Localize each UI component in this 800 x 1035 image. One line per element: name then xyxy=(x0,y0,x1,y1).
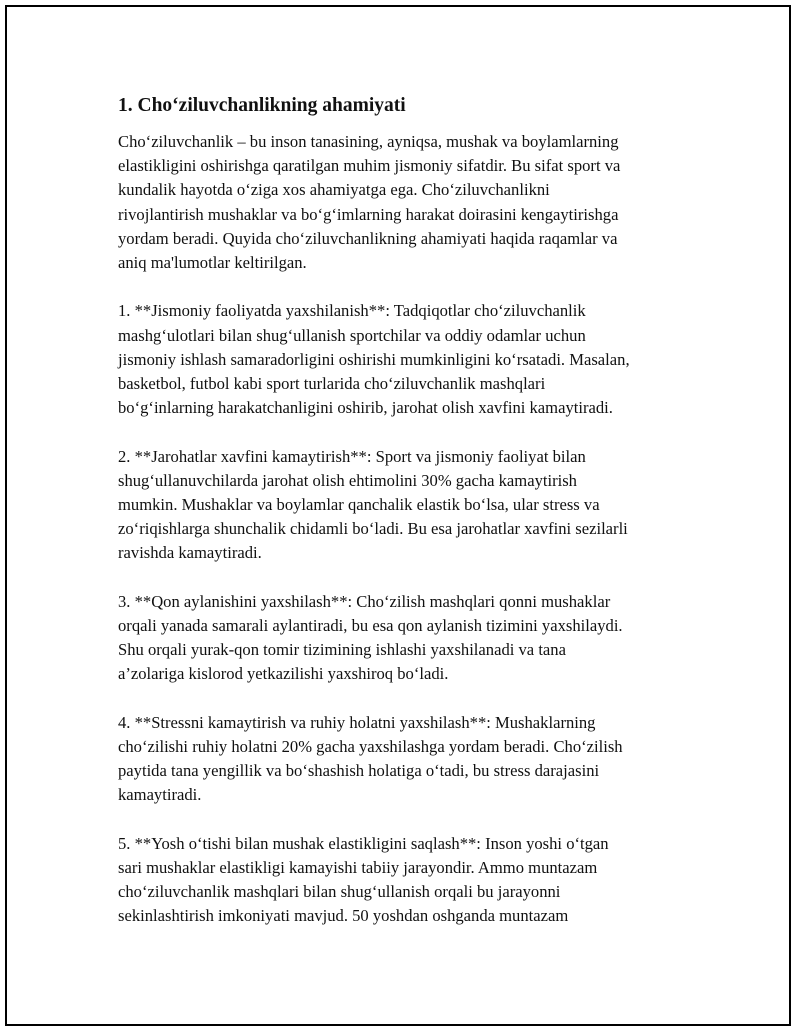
point-2-paragraph xyxy=(118,445,693,566)
text-line: Shu orqali yurak-qon tomir tizimining ishlashi yaxshilanadi va tana xyxy=(118,640,566,660)
section-heading: 1. Cho‘ziluvchanlikning ahamiyati xyxy=(118,95,406,116)
text-line: yordam beradi. Quyida cho‘ziluvchanlikning ahamiyati haqida raqamlar va xyxy=(118,228,618,248)
text-line: rivojlantirish mushaklar va bo‘g‘imlarning harakat doirasini kengaytirishga xyxy=(118,204,619,224)
text-line: zo‘riqishlarga shunchalik chidamli bo‘ladi. Bu esa jarohatlar xavfini sezilarli xyxy=(118,519,628,539)
text-line: jismoniy ishlash samaradorligini oshirishi mumkinligini ko‘rsatadi. Masalan, xyxy=(118,349,630,369)
text-line: 3. **Qon aylanishini yaxshilash**: Cho‘zilish mashqlari qonni mushaklar xyxy=(118,591,611,611)
text-line: aniq ma'lumotlar keltirilgan. xyxy=(118,253,307,273)
text-line: a’zolariga kislorod yetkazilishi yaxshiroq bo‘ladi. xyxy=(118,664,449,684)
text-line: shug‘ullanuvchilarda jarohat olish ehtimolini 30% gacha kamaytirish xyxy=(118,470,577,490)
text-line: bo‘g‘inlarning harakatchanligini oshirib, jarohat olish xavfini kamaytiradi. xyxy=(118,398,613,418)
text-line: Cho‘ziluvchanlik – bu inson tanasining, ayniqsa, mushak va boylamlarning xyxy=(118,132,619,151)
intro-paragraph xyxy=(118,130,693,275)
text-line: paytida tana yengillik va bo‘shashish holatiga o‘tadi, bu stress darajasini xyxy=(118,761,600,781)
text-line: kundalik hayotda o‘ziga xos ahamiyatga ega. Cho‘ziluvchanlikni xyxy=(118,180,550,200)
text-line: ravishda kamaytiradi. xyxy=(118,543,262,563)
text-line: 4. **Stressni kamaytirish va ruhiy holatni yaxshilash**: Mushaklarning xyxy=(118,712,596,732)
text-line: sekinlashtirish imkoniyati mavjud. 50 yoshdan oshganda muntazam xyxy=(118,906,569,926)
text-line: cho‘zilishi ruhiy holatni 20% gacha yaxshilashga yordam beradi. Cho‘zilish xyxy=(118,737,623,757)
point-1-paragraph xyxy=(118,299,693,420)
document-body xyxy=(118,92,693,953)
text-line: mashg‘ulotlari bilan shug‘ullanish sportchilar va oddiy odamlar uchun xyxy=(118,325,586,345)
text-line: elastikligini oshirishga qaratilgan muhim jismoniy sifatdir. Bu sifat sport va xyxy=(118,156,621,176)
text-line: 2. **Jarohatlar xavfini kamaytirish**: Sport va jismoniy faoliyat bilan xyxy=(118,446,586,466)
point-5-paragraph xyxy=(118,832,693,929)
text-line: 5. **Yosh o‘tishi bilan mushak elastikligini saqlash**: Inson yoshi o‘tgan xyxy=(118,833,609,853)
text-line: basketbol, futbol kabi sport turlarida cho‘ziluvchanlik mashqlari xyxy=(118,374,546,394)
point-4-paragraph xyxy=(118,711,693,808)
text-line: cho‘ziluvchanlik mashqlari bilan shug‘ullanish orqali bu jarayonni xyxy=(118,882,561,902)
text-line: kamaytiradi. xyxy=(118,785,202,805)
text-line: mumkin. Mushaklar va boylamlar qanchalik elastik bo‘lsa, ular stress va xyxy=(118,495,600,515)
point-3-paragraph xyxy=(118,590,693,687)
text-line: sari mushaklar elastikligi kamayishi tabiiy jarayondir. Ammo muntazam xyxy=(118,858,598,878)
text-line: 1. **Jismoniy faoliyatda yaxshilanish**: Tadqiqotlar cho‘ziluvchanlik xyxy=(118,301,586,321)
text-line: orqali yanada samarali aylantiradi, bu esa qon aylanish tizimini yaxshilaydi. xyxy=(118,616,623,636)
